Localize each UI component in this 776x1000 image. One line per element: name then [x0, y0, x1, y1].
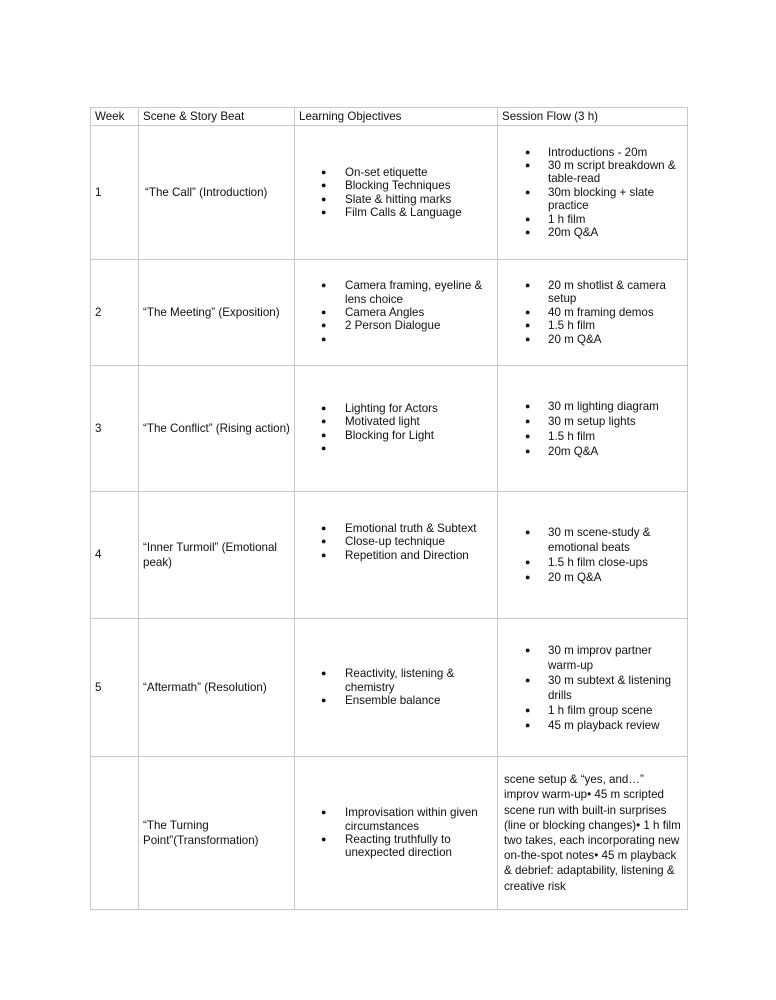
table-row [91, 126, 688, 260]
objectives-list [299, 279, 493, 346]
list-item: ● 20m Q&A [502, 226, 683, 239]
header-session-flow: Session Flow (3 h) [498, 108, 688, 126]
list-item: ● Blocking for Light [299, 429, 493, 442]
objectives-cell [295, 757, 498, 910]
session-flow-list [502, 146, 683, 240]
list-item: ● Motivated light [299, 415, 493, 428]
list-item: ● 1 h film [502, 213, 683, 226]
scene-cell: “The Conflict” (Rising action) [139, 366, 295, 492]
header-week: Week [91, 108, 139, 126]
objectives-list [299, 522, 493, 562]
session-flow-cell [498, 260, 688, 366]
list-item: ● 20m Q&A [502, 444, 683, 459]
table-row [91, 366, 688, 492]
list-item: ● Lighting for Actors [299, 402, 493, 415]
header-scene: Scene & Story Beat [139, 108, 295, 126]
objectives-list [299, 667, 493, 707]
list-item: ● Reactivity, listening & chemistry [299, 667, 493, 694]
list-item: ● Close-up technique [299, 535, 493, 548]
list-item: ● 30 m lighting diagram [502, 399, 683, 414]
header-row [91, 108, 688, 126]
session-flow-list [502, 525, 683, 585]
session-flow-cell: scene setup & “yes, and…” improv warm-up• 45 m scripted scene run with built-in surprises (line or blocking changes)• 1 h film two takes, each incorporating new on-the-spot notes• 45 m playback & debrief: adaptability, listening & creative risk [498, 757, 688, 910]
list-item: ● 30m blocking + slate practice [502, 186, 683, 213]
list-item: ● Repetition and Direction [299, 549, 493, 562]
scene-cell: “The Turning Point”(Transformation) [139, 757, 295, 910]
objectives-cell [295, 126, 498, 260]
list-item [299, 442, 493, 455]
list-item: ● 1.5 h film [502, 429, 683, 444]
list-item: ● 30 m scene-study & emotional beats [502, 525, 683, 555]
list-item: ● Emotional truth & Subtext [299, 522, 493, 535]
objectives-list [299, 166, 493, 220]
scene-cell: “The Call” (Introduction) [139, 126, 295, 260]
list-item: ● On-set etiquette [299, 166, 493, 179]
list-item: ● Ensemble balance [299, 694, 493, 707]
list-item: ● 30 m improv partner warm-up [502, 643, 683, 673]
objectives-cell [295, 492, 498, 619]
list-item: ● 2 Person Dialogue [299, 319, 493, 332]
session-flow-cell [498, 126, 688, 260]
week-cell [91, 757, 139, 910]
list-item: ● Reacting truthfully to unexpected direction [299, 833, 493, 860]
objectives-cell [295, 260, 498, 366]
list-item: ● 30 m setup lights [502, 414, 683, 429]
week-cell: 5 [91, 619, 139, 757]
list-item: ● 1.5 h film close-ups [502, 555, 683, 570]
session-flow-list [502, 399, 683, 459]
table-row [91, 757, 688, 910]
list-item: ● 30 m script breakdown & table-read [502, 159, 683, 186]
scene-cell: “The Meeting” (Exposition) [139, 260, 295, 366]
week-cell: 4 [91, 492, 139, 619]
session-flow-cell [498, 492, 688, 619]
scene-cell: “Inner Turmoil” (Emotional peak) [139, 492, 295, 619]
list-item: ● 20 m Q&A [502, 333, 683, 346]
list-item: ● Introductions - 20m [502, 146, 683, 159]
table-row [91, 492, 688, 619]
header-objectives: Learning Objectives [295, 108, 498, 126]
list-item: ● 1 h film group scene [502, 703, 683, 718]
scene-cell: “Aftermath” (Resolution) [139, 619, 295, 757]
table-row [91, 260, 688, 366]
session-flow-cell [498, 619, 688, 757]
list-item: ● Blocking Techniques [299, 179, 493, 192]
list-item [299, 333, 493, 346]
list-item: ● 20 m Q&A [502, 570, 683, 585]
list-item: ● 1.5 h film [502, 319, 683, 332]
session-flow-list [502, 643, 683, 733]
session-flow-cell [498, 366, 688, 492]
week-cell: 1 [91, 126, 139, 260]
session-flow-list [502, 279, 683, 346]
list-item: ● 45 m playback review [502, 718, 683, 733]
objectives-list [299, 806, 493, 860]
list-item: ● Film Calls & Language [299, 206, 493, 219]
list-item: ● 30 m subtext & listening drills [502, 673, 683, 703]
list-item: ● 40 m framing demos [502, 306, 683, 319]
curriculum-table [90, 107, 688, 910]
week-cell: 2 [91, 260, 139, 366]
list-item: ● 20 m shotlist & camera setup [502, 279, 683, 306]
table-row [91, 619, 688, 757]
objectives-cell [295, 619, 498, 757]
list-item: ● Camera Angles [299, 306, 493, 319]
list-item: ● Slate & hitting marks [299, 193, 493, 206]
objectives-list [299, 402, 493, 455]
list-item: ● Camera framing, eyeline & lens choice [299, 279, 493, 306]
list-item: ● Improvisation within given circumstances [299, 806, 493, 833]
week-cell: 3 [91, 366, 139, 492]
objectives-cell [295, 366, 498, 492]
